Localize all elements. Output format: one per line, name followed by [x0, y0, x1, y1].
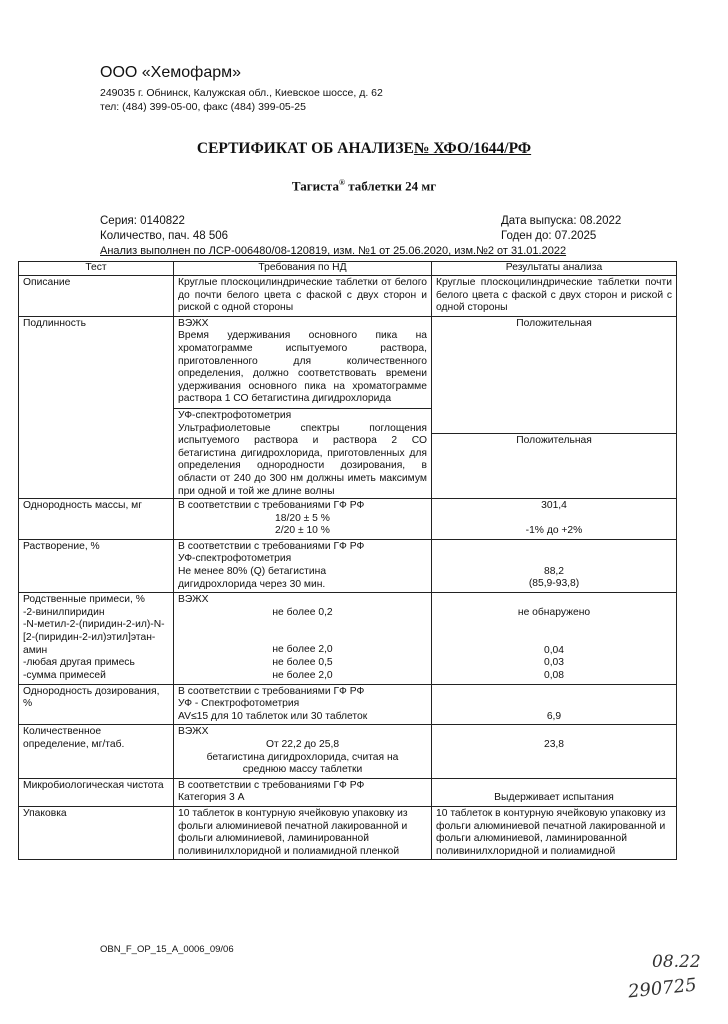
dates-block — [501, 214, 621, 244]
impurity-other: -любая другая примесь — [23, 657, 135, 669]
registered-mark: ® — [338, 178, 345, 187]
dissolution-req-4: дигидрохлорида через 30 мин. — [178, 578, 326, 590]
company-address: 249035 г. Обнинск, Калужская обл., Киевское шоссе, д. 62 — [100, 87, 383, 99]
dissolution-req-2: УФ-спектрофотометрия — [178, 553, 292, 565]
req-dissolution — [174, 539, 432, 592]
impurity-1: -2-винилпиридин — [23, 606, 105, 618]
impurity-res-3: 0,03 — [543, 657, 565, 669]
req-impurities — [174, 593, 432, 684]
identity-uv-req: Ультрафиолетовые спектры поглощения испытуемого раствора и раствора 2 СО бетагистина дигидрохлорида, приготовленных для определения однородности дозирования, в области от 240 до 300 нм должны иметь максимум при одной и той же длине волны — [178, 422, 427, 497]
header-requirements: Требования по НД — [174, 262, 432, 276]
impurity-res-4: 0,08 — [543, 670, 565, 682]
result-impurities — [432, 593, 677, 684]
impurity-2: -N-метил-2-(пиридин-2-ил)-N-[2-(пиридин-2-ил)этил]этан-амин — [23, 619, 165, 656]
company-name: ООО «Хемофарм» — [100, 64, 242, 81]
impurity-res-1: не обнаружено — [517, 607, 591, 619]
identity-hplc-req: Время удерживания основного пика на хроматограмме испытуемого раствора, приготовленного для количественного определения, должно соответствовать времени удерживания основного пика на хроматограмме раствора 1 СО бетагистина дигидрохлорида — [178, 330, 427, 405]
impurity-sum: -сумма примесей — [23, 669, 106, 681]
table-row — [19, 806, 677, 859]
identity-uv-method: УФ-спектрофотометрия — [178, 409, 292, 421]
mass-req-1: В соответствии с требованиями ГФ РФ — [178, 500, 365, 512]
product-form: таблетки 24 мг — [348, 178, 437, 194]
title-prefix: СЕРТИФИКАТ ОБ АНАЛИЗЕ — [196, 140, 414, 157]
product-name: Тагиста — [291, 178, 339, 194]
document-code: OBN_F_OP_15_A_0006_09/06 — [100, 944, 234, 955]
impurity-req-1: не более 0,2 — [272, 606, 333, 618]
result-micro — [432, 778, 677, 806]
test-dissolution: Растворение, % — [19, 539, 174, 592]
result-dissolution — [432, 539, 677, 592]
req-packaging: 10 таблеток в контурную ячейковую упаковку из фольги алюминиевой печатной лакированной и фольги алюминиевой, ламинированной поливинилхлоридной и полиамидной пленкой — [174, 806, 432, 859]
expiry-date: Годен до: 07.2025 — [501, 230, 597, 242]
dose-result: 6,9 — [546, 710, 562, 722]
impurity-req-4: не более 2,0 — [272, 669, 333, 681]
assay-req-1: От 22,2 до 25,8 — [265, 739, 340, 750]
test-mass-uniformity: Однородность массы, мг — [19, 499, 174, 540]
table-row — [19, 778, 677, 806]
impurities-title: Родственные примеси, % — [23, 594, 145, 606]
test-impurities — [19, 593, 174, 684]
impurities-method: ВЭЖХ — [178, 594, 209, 606]
assay-result: 23,8 — [543, 739, 565, 751]
mass-result-2: -1% до +2% — [525, 524, 583, 536]
impurity-res-2: 0,04 — [543, 644, 565, 656]
req-identity — [174, 316, 432, 498]
identity-uv-result: Положительная — [516, 434, 592, 446]
mass-req-2: 18/20 ± 5 % — [275, 512, 330, 524]
table-row — [19, 316, 677, 498]
dissolution-req-1: В соответствии с требованиями ГФ РФ — [178, 540, 365, 552]
result-description: Круглые плоскоцилиндрические таблетки почти белого цвета с фаской с двух сторон и риской с одной стороны — [432, 276, 677, 317]
test-description: Описание — [19, 276, 174, 317]
micro-req-2: Категория 3 А — [178, 792, 245, 804]
header-test: Тест — [19, 262, 174, 276]
micro-result: Выдерживает испытания — [494, 791, 614, 803]
dose-req-2: УФ - Спектрофотометрия — [178, 698, 300, 710]
handwritten-date: 08.22 — [652, 952, 701, 972]
identity-hplc-result: Положительная — [516, 317, 592, 329]
table-row — [19, 539, 677, 592]
req-micro — [174, 778, 432, 806]
assay-req-3: среднюю массу таблетки — [242, 764, 363, 776]
handwritten-expiry: 290725 — [627, 974, 698, 1003]
mass-req-3: 2/20 ± 10 % — [275, 525, 330, 537]
certificate-number: № ХФО/1644/РФ — [413, 140, 532, 157]
table-row — [19, 499, 677, 540]
result-assay — [432, 725, 677, 778]
table-row — [19, 684, 677, 725]
dose-req-3: AV≤15 для 10 таблеток или 30 таблеток — [178, 710, 368, 722]
dissolution-result-2: (85,9-93,8) — [528, 578, 580, 590]
quantity: Количество, пач. 48 506 — [100, 230, 229, 242]
series: Серия: 0140822 — [100, 215, 185, 227]
impurity-req-2: не более 2,0 — [272, 644, 333, 656]
analysis-table — [18, 261, 677, 860]
company-contacts — [100, 86, 383, 114]
req-description: Круглые плоскоцилиндрические таблетки от белого до почти белого цвета с фаской с двух сторон и риской с одной стороны — [174, 276, 432, 317]
result-identity — [432, 316, 677, 498]
table-row — [19, 276, 677, 317]
series-block — [100, 214, 228, 244]
impurity-req-3: не более 0,5 — [272, 657, 333, 669]
divider — [174, 408, 431, 409]
test-assay: Количественное определение, мг/таб. — [19, 725, 174, 778]
result-packaging: 10 таблеток в контурную ячейковую упаковку из фольги алюминиевой печатной лакированной и фольги алюминиевой, ламинированной поливинилхлоридной и полиамидной — [432, 806, 677, 859]
dissolution-result-1: 88,2 — [543, 565, 565, 577]
dose-req-1: В соответствии с требованиями ГФ РФ — [178, 685, 365, 697]
req-assay — [174, 725, 432, 778]
identity-hplc-method: ВЭЖХ — [178, 317, 209, 329]
release-date: Дата выпуска: 08.2022 — [501, 215, 622, 227]
assay-req-2: бетагистина дигидрохлорида, считая на — [206, 751, 399, 763]
req-dose-uniformity — [174, 684, 432, 725]
company-phone: тел: (484) 399-05-00, факс (484) 399-05-25 — [100, 101, 306, 113]
req-mass-uniformity — [174, 499, 432, 540]
table-row — [19, 725, 677, 778]
table-header-row — [19, 262, 677, 276]
mass-result-1: 301,4 — [541, 500, 567, 512]
certificate-title — [0, 140, 728, 158]
assay-method: ВЭЖХ — [178, 726, 209, 738]
product-title — [0, 178, 728, 194]
analysis-note: Анализ выполнен по ЛСР-006480/08-120819, изм. №1 от 25.06.2020, изм.№2 от 31.01.2022 — [100, 245, 567, 257]
test-packaging: Упаковка — [19, 806, 174, 859]
test-micro: Микробиологическая чистота — [19, 778, 174, 806]
micro-req-1: В соответствии с требованиями ГФ РФ — [178, 779, 365, 791]
test-identity: Подлинность — [19, 316, 174, 498]
test-dose-uniformity: Однородность дозирования, % — [19, 684, 174, 725]
result-dose-uniformity — [432, 684, 677, 725]
divider — [432, 433, 676, 434]
dissolution-req-3: Не менее 80% (Q) бетагистина — [178, 566, 327, 578]
table-row — [19, 593, 677, 684]
header-results: Результаты анализа — [432, 262, 677, 276]
result-mass-uniformity — [432, 499, 677, 540]
